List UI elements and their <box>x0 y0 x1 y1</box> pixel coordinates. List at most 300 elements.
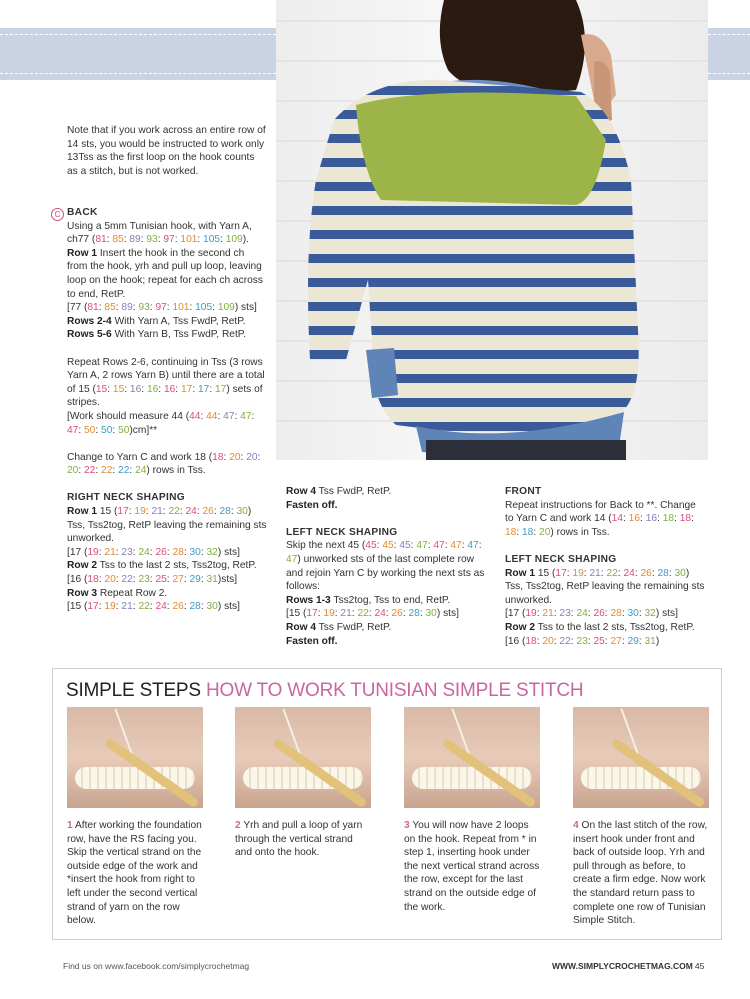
text-run: : <box>317 608 324 620</box>
size-value: 31 <box>206 574 218 586</box>
size-value: 45 <box>365 540 377 552</box>
text-run: : <box>657 513 663 525</box>
back-row-1-count <box>67 301 267 315</box>
text-run: Repeat instructions for Back to **. Change to Yarn C and work 14 ( <box>505 499 696 525</box>
size-value: 30 <box>425 608 437 620</box>
text-run: : <box>257 451 261 463</box>
text-run: : <box>638 635 645 647</box>
simple-steps-title <box>66 679 583 703</box>
back-row-1 <box>67 247 267 301</box>
size-value: 27 <box>610 635 622 647</box>
size-value: 44 <box>189 410 201 422</box>
header-band-right <box>708 28 750 80</box>
text-run: : <box>617 567 624 579</box>
size-value: 24 <box>155 601 167 613</box>
text-run: : <box>115 601 122 613</box>
size-value: 85 <box>112 234 124 246</box>
text-run: Repeat Rows 2-6, continuing in Tss (3 rows Yarn A, 2 rows Yarn B) until there are a total of 15 ( <box>67 356 265 395</box>
text-run: : <box>132 574 139 586</box>
size-value: 16 <box>146 383 159 395</box>
text-run: : <box>98 302 105 314</box>
size-value: 97 <box>163 234 175 246</box>
size-value: 28 <box>657 567 669 579</box>
text-run: Tss FwdP, RetP. <box>316 621 392 633</box>
text-run: : <box>217 410 224 422</box>
text-run: : <box>149 302 156 314</box>
text-run: )sts] <box>217 574 238 586</box>
text-run: : <box>570 635 577 647</box>
text-run: : <box>212 302 218 314</box>
size-value: 21 <box>104 546 116 558</box>
simple-steps-box <box>52 668 722 940</box>
text-run: ) unworked sts of the last complete row and rejoin Yarn C by working the next sts as follows: <box>286 553 485 593</box>
size-value: 22 <box>84 465 96 477</box>
back-foundation <box>67 220 267 247</box>
crochet-level-badge: C <box>51 208 64 221</box>
text-run: With Yarn A, Tss FwdP, RetP. <box>111 315 246 327</box>
size-value: 29 <box>189 574 201 586</box>
size-value: 24 <box>185 506 197 518</box>
text-run: : <box>220 234 226 246</box>
step-number: 1 <box>67 820 73 831</box>
text-run: ) sts] <box>217 546 240 558</box>
col2-row-4 <box>286 485 486 499</box>
simple-steps-label: SIMPLE STEPS <box>66 680 201 701</box>
text-run: : <box>183 546 190 558</box>
text-run: : <box>419 608 426 620</box>
left-neck-heading: LEFT NECK SHAPING <box>286 526 398 538</box>
text-run: : <box>128 506 135 518</box>
size-value: 16 <box>645 513 658 525</box>
text-run: : <box>634 567 641 579</box>
bold-label: Rows 1-3 <box>286 594 331 606</box>
size-value: 17 <box>87 601 99 613</box>
text-run: : <box>132 601 139 613</box>
text-run: : <box>351 608 358 620</box>
size-value: 15 <box>95 383 108 395</box>
text-run: [17 ( <box>505 608 526 620</box>
front-row-2 <box>505 621 705 648</box>
size-value: 22 <box>357 608 369 620</box>
text-run: ) sts] <box>436 608 459 620</box>
step-3-text <box>404 819 540 914</box>
text-run: : <box>368 608 375 620</box>
size-value: 93 <box>138 302 150 314</box>
text-run: : <box>240 451 247 463</box>
step-4-text <box>573 819 709 928</box>
size-value: 32 <box>644 608 656 620</box>
bold-label: Row 1 <box>505 567 536 579</box>
text-run: : <box>166 546 173 558</box>
left-neck-rows-1-3 <box>286 594 486 608</box>
size-value: 28 <box>172 546 184 558</box>
bold-label: Row 1 <box>67 247 98 259</box>
text-run: ) Tss, Tss2tog, RetP leaving the remaining sts unworked. <box>67 506 267 545</box>
text-run: : <box>623 513 629 525</box>
text-run: ) Tss, Tss2tog, RetP leaving the remaining sts unworked. <box>505 567 705 606</box>
step-number: 3 <box>404 820 410 831</box>
back-yarn-c <box>67 451 267 478</box>
front-heading: FRONT <box>505 486 542 497</box>
text-run: : <box>570 608 577 620</box>
column-2 <box>286 485 486 648</box>
size-value: 28 <box>219 506 231 518</box>
size-value: 19 <box>323 608 335 620</box>
step-description: On the last stitch of the row, insert hook under front and back of outside loop. Yrh and pull through as before, to create a firm edge. Now work the standard return pass to complete one row of Tunisian Simple Stitch. <box>573 820 708 927</box>
size-value: 17 <box>555 567 567 579</box>
text-run: : <box>402 608 409 620</box>
text-run: : <box>461 540 468 552</box>
size-value: 23 <box>121 546 133 558</box>
step-1-text <box>67 819 203 928</box>
left-neck-skip <box>286 539 486 593</box>
size-value: 26 <box>172 601 184 613</box>
text-run: With Yarn B, Tss FwdP, RetP. <box>111 329 247 341</box>
text-run: : <box>200 410 207 422</box>
step-description: Yrh and pull a loop of yarn through the vertical strand and onto the hook. <box>235 820 363 859</box>
size-value: 29 <box>627 635 639 647</box>
size-value: 45 <box>399 540 411 552</box>
left-neck-row-4 <box>286 621 486 635</box>
text-run: : <box>223 451 230 463</box>
text-run: Tss FwdP, RetP. <box>316 486 392 497</box>
text-run: : <box>587 608 594 620</box>
text-run: [77 ( <box>67 302 88 314</box>
text-run: : <box>376 540 383 552</box>
size-value: 47 <box>450 540 462 552</box>
text-run: : <box>334 608 341 620</box>
size-value: 47 <box>286 553 298 565</box>
size-value: 81 <box>87 302 99 314</box>
text-run: : <box>145 506 152 518</box>
size-value: 19 <box>572 567 584 579</box>
text-run: ). <box>242 234 249 246</box>
text-run: : <box>536 635 543 647</box>
size-value: 16 <box>163 383 176 395</box>
size-value: 24 <box>576 608 588 620</box>
right-neck-count-3 <box>67 600 267 614</box>
front-left-neck-heading: LEFT NECK SHAPING <box>505 553 617 565</box>
size-value: 47 <box>467 540 479 552</box>
size-value: 17 <box>117 506 129 518</box>
text-run: : <box>115 574 122 586</box>
size-value: 25 <box>593 635 605 647</box>
text-run: : <box>640 513 646 525</box>
size-value: 22 <box>138 601 150 613</box>
text-run: : <box>600 567 607 579</box>
size-value: 23 <box>576 635 588 647</box>
text-run: ) rows in Tss. <box>550 526 610 538</box>
text-run: : <box>604 608 611 620</box>
text-run: [15 ( <box>286 608 307 620</box>
front-row-1 <box>505 567 705 608</box>
size-value: 101 <box>172 302 190 314</box>
bold-label: Fasten off. <box>286 499 338 511</box>
text-run: : <box>553 635 560 647</box>
size-value: 30 <box>674 567 686 579</box>
text-run: : <box>604 635 611 647</box>
header-band-left <box>0 28 276 80</box>
text-run: : <box>200 574 207 586</box>
column-3 <box>505 485 705 648</box>
text-run: Repeat Row 2. <box>97 587 168 599</box>
size-value: 23 <box>138 574 150 586</box>
size-value: 16 <box>129 383 142 395</box>
size-value: 50 <box>118 424 130 436</box>
size-value: 21 <box>589 567 601 579</box>
text-run: : <box>115 302 122 314</box>
text-run: : <box>183 574 190 586</box>
bold-label: Fasten off. <box>286 635 338 647</box>
text-run: : <box>123 234 130 246</box>
text-run: : <box>174 234 181 246</box>
size-value: 23 <box>559 608 571 620</box>
text-run: : <box>106 234 113 246</box>
step-number: 4 <box>573 820 579 831</box>
text-run: Insert the hook in the second ch from the hook, yrh and pull up loop, leaving loop on the hook; repeat for each ch across to end, RetP. <box>67 247 263 300</box>
text-run: : <box>444 540 451 552</box>
size-value: 26 <box>202 506 214 518</box>
step-1-photo <box>67 707 203 808</box>
size-value: 22 <box>121 574 133 586</box>
text-run: : <box>553 608 560 620</box>
size-value: 22 <box>168 506 180 518</box>
size-value: 101 <box>180 234 198 246</box>
back-repeat <box>67 356 267 410</box>
text-run: : <box>98 546 105 558</box>
size-value: 85 <box>104 302 116 314</box>
bold-label: Row 4 <box>286 486 317 497</box>
right-neck-row-2 <box>67 559 267 573</box>
text-run: : <box>230 506 237 518</box>
size-value: 47 <box>240 410 252 422</box>
text-run: : <box>132 302 139 314</box>
text-run: : <box>166 302 173 314</box>
text-run: : <box>691 513 694 525</box>
size-value: 109 <box>225 234 243 246</box>
size-value: 30 <box>189 546 201 558</box>
size-value: 16 <box>628 513 641 525</box>
size-value: 30 <box>236 506 248 518</box>
size-value: 15 <box>112 383 125 395</box>
text-run: [15 ( <box>67 601 88 613</box>
bold-label: Rows 2-4 <box>67 315 112 327</box>
text-run: ) rows in Tss. <box>146 465 206 477</box>
size-value: 24 <box>135 465 147 477</box>
text-run: Using a 5mm Tunisian hook, with Yarn A, ch77 ( <box>67 220 252 246</box>
size-value: 93 <box>146 234 158 246</box>
text-run: : <box>166 574 173 586</box>
size-value: 50 <box>84 424 96 436</box>
text-run: : <box>213 506 220 518</box>
size-value: 19 <box>104 601 116 613</box>
size-value: 17 <box>306 608 318 620</box>
text-run: ) <box>655 635 660 647</box>
size-value: 105 <box>203 234 221 246</box>
text-run: : <box>112 424 119 436</box>
left-neck-fasten-off <box>286 635 486 649</box>
text-run: : <box>651 567 658 579</box>
right-neck-row-3 <box>67 587 267 601</box>
text-run: Tss to the last 2 sts, Tss2tog, RetP. <box>97 560 257 572</box>
bold-label: Row 2 <box>67 560 98 572</box>
back-rows-5-6 <box>67 328 267 342</box>
text-run: 15 ( <box>97 506 118 518</box>
text-run: : <box>149 601 156 613</box>
back-heading: BACK <box>67 207 98 218</box>
size-value: 22 <box>606 567 618 579</box>
size-value: 18 <box>525 635 537 647</box>
size-value: 22 <box>101 465 113 477</box>
page-number: 45 <box>694 961 705 971</box>
text-run: : <box>175 383 181 395</box>
text-run: : <box>189 302 196 314</box>
text-run: : <box>393 540 400 552</box>
website-link[interactable]: WWW.SIMPLYCROCHETMAG.COM <box>552 961 693 971</box>
bold-label: Row 2 <box>505 621 536 633</box>
text-run: Tss to the last 2 sts, Tss2tog, RetP. [16 ( <box>505 621 695 647</box>
text-run: : <box>158 383 164 395</box>
text-run: ) sts] <box>217 601 240 613</box>
text-run: ) sets of stripes. <box>67 383 263 409</box>
text-run: : <box>166 601 173 613</box>
size-value: 20 <box>104 574 116 586</box>
left-neck-count <box>286 607 486 621</box>
model-photo <box>276 0 708 460</box>
size-value: 21 <box>151 506 163 518</box>
size-value: 17 <box>215 383 227 395</box>
back-measure <box>67 410 267 437</box>
size-value: 97 <box>155 302 167 314</box>
text-run: ) sts] <box>234 302 257 314</box>
text-run: : <box>200 601 207 613</box>
text-run: : <box>587 635 594 647</box>
right-neck-row-1 <box>67 505 267 546</box>
size-value: 17 <box>197 383 210 395</box>
size-value: 28 <box>408 608 420 620</box>
text-run: Skip the next 45 ( <box>286 540 366 552</box>
text-run: : <box>107 383 113 395</box>
size-value: 89 <box>129 234 141 246</box>
bold-label: Row 1 <box>67 506 98 518</box>
size-value: 19 <box>134 506 146 518</box>
back-rows-2-4 <box>67 315 267 329</box>
text-run: )cm]** <box>129 424 158 436</box>
text-run: : <box>533 526 540 538</box>
bold-label: Row 3 <box>67 587 98 599</box>
right-neck-heading: RIGHT NECK SHAPING <box>67 492 186 504</box>
size-value: 20 <box>542 635 554 647</box>
size-value: 81 <box>95 234 107 246</box>
col2-fasten-off <box>286 499 486 513</box>
step-2-text <box>235 819 371 860</box>
simple-steps-subtitle: HOW TO WORK TUNISIAN SIMPLE STITCH <box>205 680 584 701</box>
size-value: 19 <box>525 608 537 620</box>
size-value: 18 <box>662 513 675 525</box>
front-repeat <box>505 499 705 540</box>
text-run: : <box>410 540 417 552</box>
size-value: 14 <box>611 513 623 525</box>
size-value: 18 <box>87 574 99 586</box>
text-run: : <box>112 465 119 477</box>
size-value: 26 <box>155 546 167 558</box>
size-value: 22 <box>118 465 130 477</box>
size-value: 21 <box>340 608 352 620</box>
text-run: : <box>149 574 156 586</box>
size-value: 17 <box>180 383 193 395</box>
text-run: : <box>192 383 198 395</box>
size-value: 18 <box>212 451 224 463</box>
size-value: 44 <box>206 410 218 422</box>
text-run: : <box>78 465 85 477</box>
text-run: : <box>385 608 392 620</box>
size-value: 31 <box>644 635 656 647</box>
text-run: [16 ( <box>67 574 88 586</box>
size-value: 32 <box>206 546 218 558</box>
bold-label: Row 4 <box>286 621 317 633</box>
size-value: 30 <box>206 601 218 613</box>
text-run: : <box>179 506 186 518</box>
size-value: 20 <box>229 451 241 463</box>
step-description: After working the foundation row, have the RS facing you. Skip the vertical strand on the outside edge of the work and *insert the hook from right to left under the second vertical strand of yarn on the row below. <box>67 820 202 927</box>
size-value: 89 <box>121 302 133 314</box>
text-run: : <box>621 635 628 647</box>
size-value: 21 <box>542 608 554 620</box>
bold-label: Rows 5-6 <box>67 329 112 341</box>
text-run: : <box>197 234 204 246</box>
size-value: 24 <box>374 608 386 620</box>
sweater-illustration <box>276 0 708 460</box>
size-value: 20 <box>246 451 258 463</box>
text-run: : <box>98 574 105 586</box>
text-run: : <box>427 540 434 552</box>
size-value: 109 <box>217 302 235 314</box>
text-run: : <box>95 465 102 477</box>
step-number: 2 <box>235 820 241 831</box>
size-value: 105 <box>195 302 213 314</box>
size-value: 21 <box>121 601 133 613</box>
size-value: 30 <box>627 608 639 620</box>
text-run: 15 ( <box>535 567 556 579</box>
step-description: You will now have 2 loops on the hook. Repeat from * in step 1, inserting hook under the next vertical strand across the row, except for the last strand on the outside edge of the work. <box>404 820 540 913</box>
facebook-link[interactable]: Find us on www.facebook.com/simplycrochetmag <box>63 961 250 971</box>
text-run: : <box>638 608 645 620</box>
step-3-photo <box>404 707 540 808</box>
text-run: : <box>157 234 164 246</box>
size-value: 18 <box>679 513 692 525</box>
text-run: : <box>583 567 590 579</box>
text-run: : <box>98 601 105 613</box>
text-run: : <box>200 546 207 558</box>
text-run: : <box>129 465 136 477</box>
text-run: : <box>478 540 482 552</box>
size-value: 26 <box>593 608 605 620</box>
text-run: : <box>234 410 241 422</box>
text-run: : <box>536 608 543 620</box>
size-value: 47 <box>433 540 445 552</box>
column-1 <box>67 124 267 178</box>
text-run: : <box>566 567 573 579</box>
text-run: : <box>668 567 675 579</box>
text-run: [17 ( <box>67 546 88 558</box>
size-value: 24 <box>623 567 635 579</box>
size-value: 25 <box>155 574 167 586</box>
size-value: 28 <box>189 601 201 613</box>
text-run: : <box>115 546 122 558</box>
intro-text: Note that if you work across an entire row of 14 sts, you would be instructed to work only 13Tss as the first loop on the hook counts as a stitch, but is not worked. <box>67 125 266 177</box>
size-value: 20 <box>539 526 551 538</box>
size-value: 47 <box>223 410 235 422</box>
